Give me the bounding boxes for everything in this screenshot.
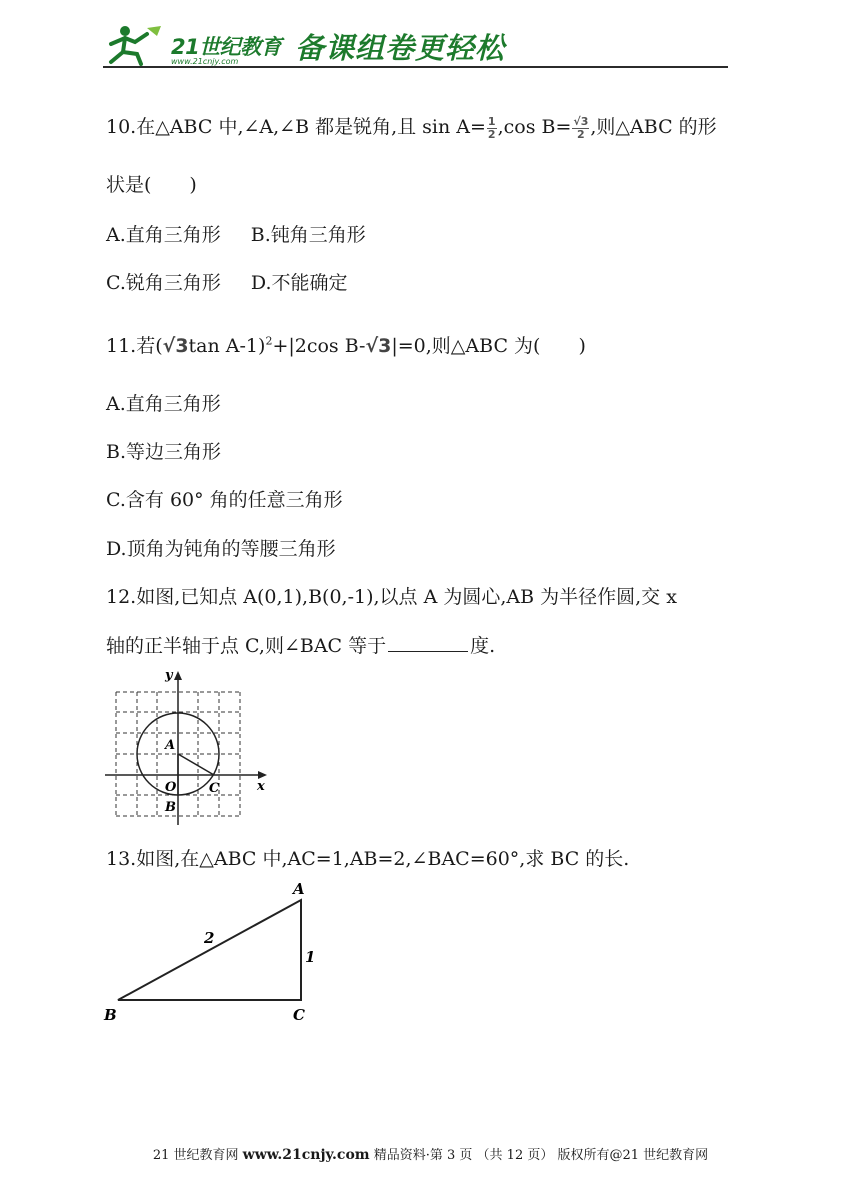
q12-figure bbox=[105, 665, 275, 830]
q10-options-row1 bbox=[106, 220, 366, 247]
q10-option-b: B.钝角三角形 bbox=[250, 224, 366, 246]
brand-name: 21世纪教育 bbox=[171, 35, 282, 59]
q11-option-a: A.直角三角形 bbox=[106, 393, 221, 415]
label-c: C bbox=[209, 781, 220, 796]
brand-url: www.21cnjy.com bbox=[171, 57, 239, 66]
q10-stem-line1: 10.在△ABC 中,∠A,∠B 都是锐角,且 sin A= $\frac{1}{2}$ ,cos B= $\frac{√3}{2}$ ,则△ABC 的形 bbox=[106, 114, 717, 141]
segment-ac bbox=[178, 754, 214, 775]
page-header bbox=[103, 22, 728, 72]
label-ab-length: 2 bbox=[204, 929, 215, 947]
q10-options-row2 bbox=[106, 268, 348, 295]
q11-stem: 11.若(√3tan A-1)$^2$+|2cos B-√3|=0,则△ABC 为( ) bbox=[106, 334, 586, 357]
x-axis-arrow-icon bbox=[258, 771, 267, 779]
label-a: A bbox=[293, 880, 305, 898]
sin-fraction: $\frac{1}{2}$ bbox=[487, 114, 496, 141]
label-o: O bbox=[165, 780, 177, 795]
q11-option-d: D.顶角为钝角的等腰三角形 bbox=[106, 538, 336, 560]
q10-stem-line2: 状是( ) bbox=[106, 174, 197, 196]
q11-option-c: C.含有 60° 角的任意三角形 bbox=[106, 489, 343, 511]
triangle-abc bbox=[118, 900, 301, 1000]
cos-fraction: $\frac{√3}{2}$ bbox=[573, 114, 589, 141]
q12-stem-line2: 轴的正半轴于点 C,则∠BAC 等于 度. bbox=[106, 635, 496, 657]
q10-option-d: D.不能确定 bbox=[250, 272, 348, 294]
label-ac-length: 1 bbox=[305, 948, 316, 966]
q13-figure bbox=[100, 878, 325, 1028]
q11-option-b: B.等边三角形 bbox=[106, 441, 222, 463]
header-divider bbox=[103, 66, 728, 68]
label-a: A bbox=[165, 738, 176, 753]
label-c: C bbox=[293, 1006, 305, 1024]
q10-option-a: A.直角三角形 bbox=[106, 224, 221, 246]
q10-option-c: C.锐角三角形 bbox=[106, 272, 221, 294]
footer-url[interactable]: www.21cnjy.com bbox=[242, 1147, 370, 1163]
page-footer: 21 世纪教育网 www.21cnjy.com 精品资料·第 3 页 （共 12 页） 版权所有@21 世纪教育网 bbox=[152, 1147, 709, 1163]
label-x: x bbox=[257, 779, 265, 794]
sqrt3-b: √3 bbox=[365, 335, 392, 357]
label-b: B bbox=[104, 1006, 117, 1024]
answer-blank bbox=[388, 650, 468, 652]
q12-stem-line1: 12.如图,已知点 A(0,1),B(0,-1),以点 A 为圆心,AB 为半径作圆,交 x bbox=[106, 586, 677, 608]
q13-stem: 13.如图,在△ABC 中,AC=1,AB=2,∠BAC=60°,求 BC 的长. bbox=[106, 848, 630, 870]
y-axis-arrow-icon bbox=[174, 671, 182, 680]
header-slogan: 备课组卷更轻松 bbox=[295, 31, 506, 65]
runner-logo-icon bbox=[103, 22, 169, 66]
label-b: B bbox=[165, 800, 176, 815]
sqrt3-a: √3 bbox=[162, 335, 189, 357]
label-y: y bbox=[165, 668, 173, 683]
